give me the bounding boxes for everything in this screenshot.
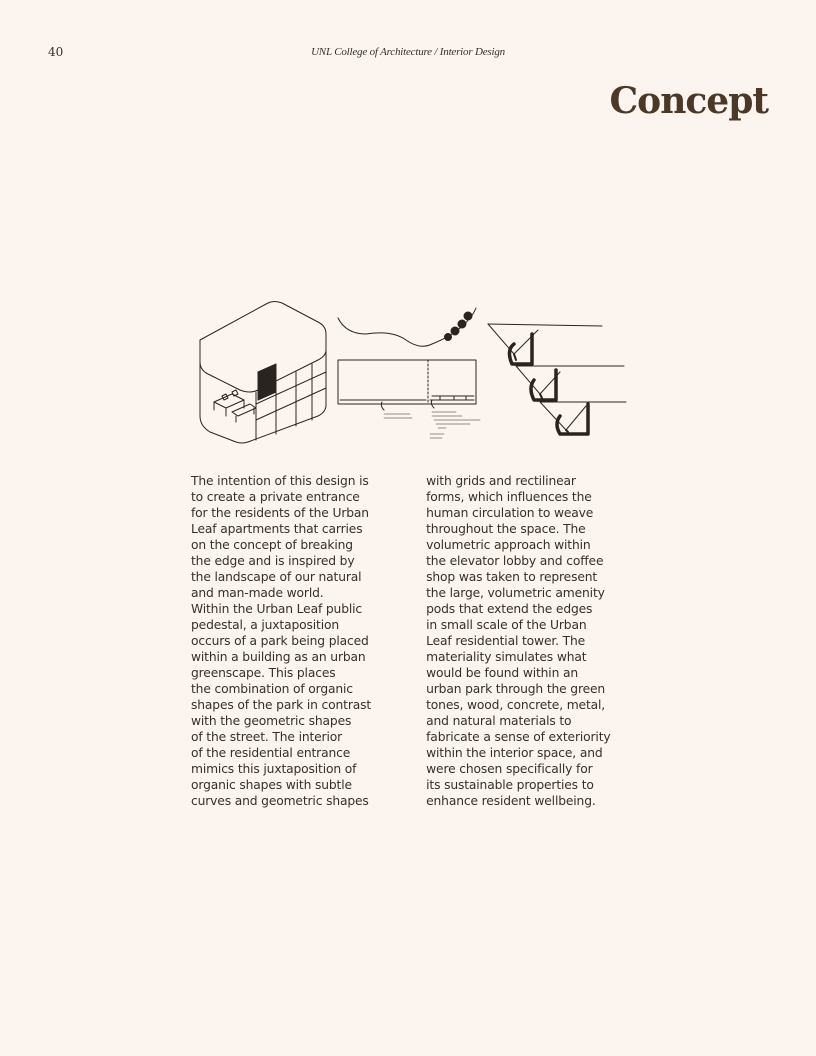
axonometric-sketch: [200, 302, 326, 444]
page-title: Concept: [609, 80, 768, 122]
plan-sketch: [338, 308, 480, 438]
running-header: UNL College of Architecture / Interior Design: [311, 46, 505, 58]
stepped-section-sketch: [488, 324, 626, 434]
page-number: 40: [48, 45, 64, 59]
body-column-left: The intention of this design is to create a private entrance for the residents of the Urban Leaf apartments that carries on the concept of breaking the edge and is inspired by the landscape of our natural and man-made world. Within the Urban Leaf public pedestal, a juxtaposition occurs of a park being placed within a building as an urban greenscape. This places the combination of organic shapes of the park in contrast with the geometric shapes of the street. The interior of the residential entrance mimics this juxtaposition of organic shapes with subtle curves and geometric shapes: [191, 474, 372, 808]
body-text: [191, 473, 631, 809]
body-column-right: with grids and rectilinear forms, which influences the human circulation to weave throughout the space. The volumetric approach within the elevator lobby and coffee shop was taken to represent the large, volumetric amenity pods that extend the edges in small scale of the Urban Leaf residential tower. The materiality simulates what would be found within an urban park through the green tones, wood, concrete, metal, and natural materials to fabricate a sense of exteriority within the interior space, and were chosen specifically for its sustainable properties to enhance resident wellbeing.: [426, 474, 611, 808]
